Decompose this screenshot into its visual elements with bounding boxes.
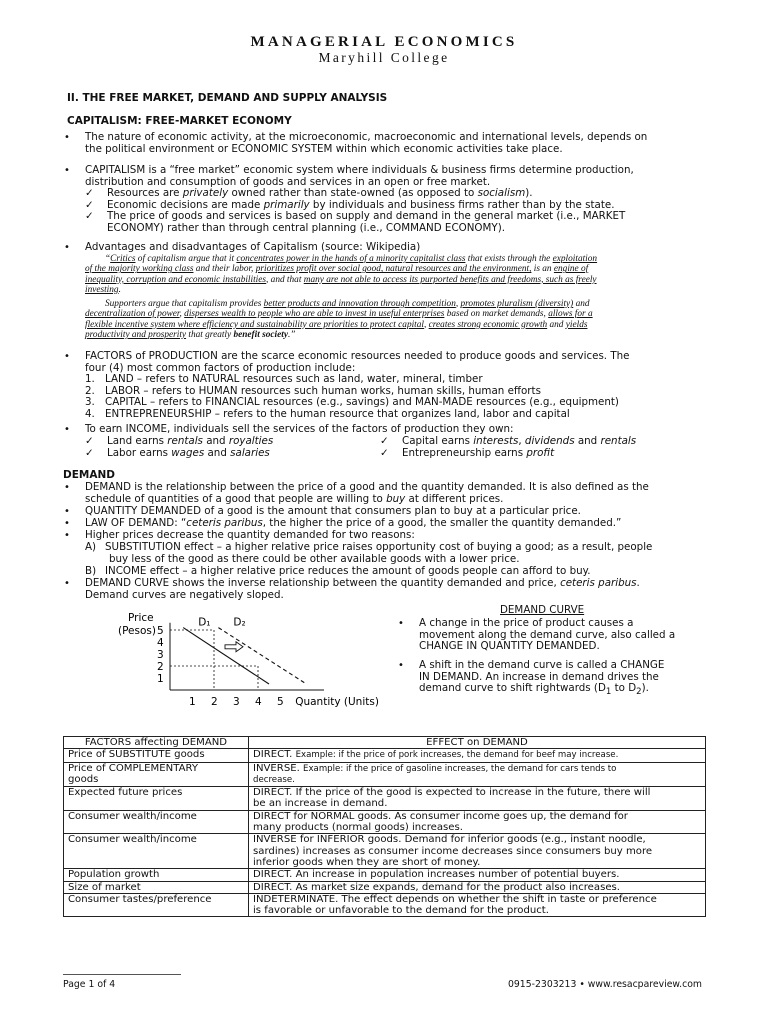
income-land: ✓ Land earns rentals and royalties bbox=[85, 435, 274, 447]
bullet-icon: • bbox=[64, 578, 70, 589]
factor-item: 4. ENTREPRENEURSHIP – refers to the human resource that organizes land, labor and capital bbox=[85, 407, 570, 420]
footer-contact: 0915-2303213 • www.resacpareview.com bbox=[507, 979, 702, 990]
effect-cell: INDETERMINATE. The effect depends on whether the shift in taste or preference is favorable or unfavorable to the demand for the product. bbox=[249, 893, 706, 917]
bullet-icon: • bbox=[64, 242, 70, 253]
x-tick-label: 5 bbox=[277, 696, 284, 708]
y-tick-label: 5 bbox=[157, 625, 164, 637]
column-header: EFFECT on DEMAND bbox=[249, 737, 706, 749]
footer-divider bbox=[63, 974, 181, 975]
movement-along-curve: A change in the price of product causes a movement along the demand curve, also called a CHANGE IN QUANTITY DEMANDED. bbox=[419, 617, 676, 653]
y-tick-label: 4 bbox=[157, 637, 164, 649]
x-tick-label: 3 bbox=[233, 696, 240, 708]
effect-cell: DIRECT. Example: if the price of pork increases, the demand for beef may increase. bbox=[249, 749, 706, 762]
factor-item: 2. LABOR – refers to HUMAN resources such human works, human skills, human efforts bbox=[85, 384, 541, 397]
factor-cell: Price of COMPLEMENTARY goods bbox=[64, 762, 249, 787]
checkmark-icon: ✓ bbox=[85, 435, 94, 447]
factor-item: 3. CAPITAL – refers to FINANCIAL resources (e.g., savings) and MAN-MADE resources (e.g., equipment) bbox=[85, 396, 619, 409]
checkmark-icon: ✓ bbox=[85, 447, 94, 459]
y-tick-label: 1 bbox=[157, 673, 164, 685]
y-axis-label: (Pesos) bbox=[118, 625, 156, 637]
y-tick-label: 3 bbox=[157, 649, 164, 661]
table-row bbox=[64, 893, 706, 917]
factor-cell: Consumer wealth/income bbox=[64, 810, 249, 834]
bullet-icon: • bbox=[64, 424, 70, 435]
bullet-icon: • bbox=[64, 518, 70, 529]
income-effect: B) INCOME effect – a higher relative price reduces the amount of goods people can afford to buy. bbox=[85, 565, 591, 577]
table-header-row bbox=[64, 737, 706, 749]
factor-item: 1. LAND – refers to NATURAL resources such as land, water, mineral, timber bbox=[85, 373, 483, 386]
table-row bbox=[64, 762, 706, 787]
effect-cell: INVERSE. Example: if the price of gasoline increases, the demand for cars tends to decrease. bbox=[249, 762, 706, 787]
checkmark-icon: ✓ bbox=[85, 187, 94, 200]
factor-cell: Expected future prices bbox=[64, 787, 249, 811]
table-row bbox=[64, 749, 706, 762]
effect-cell: DIRECT for NORMAL goods. As consumer income goes up, the demand for many products (normal goods) increases. bbox=[249, 810, 706, 834]
table-row bbox=[64, 834, 706, 869]
factor-cell: Price of SUBSTITUTE goods bbox=[64, 749, 249, 762]
y-axis-label: Price bbox=[128, 612, 154, 624]
x-tick-label: 2 bbox=[211, 696, 218, 708]
factor-cell: Consumer wealth/income bbox=[64, 834, 249, 869]
demand-curve-d2 bbox=[218, 628, 306, 684]
factors-of-production: FACTORS of PRODUCTION are the scarce economic resources needed to produce goods and services. The four (4) most common factors of production include: 1. LAND – refers to NATURAL resources such as land, water, mineral, timber 2. LABOR – refers to HUMAN resources such human works, human skills, human efforts 3. CAPITAL – refers to FINANCIAL resources (e.g., savings) and MAN-MADE resources (e.g., equipment) 4. ENTREPRENEURSHIP – refers to the human resource that organizes land, labor and capital bbox=[85, 350, 630, 420]
bullet-icon: • bbox=[64, 351, 70, 362]
bullet-icon: • bbox=[398, 618, 404, 629]
factor-cell: Consumer tastes/preference bbox=[64, 893, 249, 917]
effect-cell: DIRECT. If the price of the good is expected to increase in the future, there will be an increase in demand. bbox=[249, 787, 706, 811]
y-tick-label: 2 bbox=[157, 661, 164, 673]
effect-cell: DIRECT. As market size expands, demand for the product also increases. bbox=[249, 881, 706, 893]
shift-arrow-icon bbox=[225, 642, 243, 652]
bullet-icon: • bbox=[398, 660, 404, 671]
shift-in-curve: A shift in the demand curve is called a CHANGE IN DEMAND. An increase in demand drives the demand curve to shift rightwards ($D_1$ to $D_2$). bbox=[419, 659, 665, 698]
capitalism-heading: CAPITALISM: FREE-MARKET ECONOMY bbox=[67, 115, 292, 127]
table-row bbox=[64, 881, 706, 893]
income-capital: ✓ Capital earns interests, dividends and rentals bbox=[380, 435, 637, 447]
section-title: II. THE FREE MARKET, DEMAND AND SUPPLY ANALYSIS bbox=[67, 92, 388, 104]
income-entrepreneurship: ✓ Entrepreneurship earns profit bbox=[380, 447, 555, 459]
series-label-d2: D₂ bbox=[233, 616, 246, 629]
law-of-demand: LAW OF DEMAND: “ceteris paribus, the higher the price of a good, the smaller the quantity demanded.” bbox=[85, 517, 622, 529]
bullet-icon: • bbox=[64, 482, 70, 493]
checkmark-icon: ✓ bbox=[85, 210, 94, 223]
page-number: Page 1 of 4 bbox=[63, 979, 116, 990]
factor-cell: Population growth bbox=[64, 869, 249, 881]
x-axis-label: Quantity (Units) bbox=[295, 696, 379, 708]
supporters-quote: Supporters argue that capitalism provides better products and innovation through competition, promotes pluralism (diversity) and decentralization of power, disperses wealth to people who are able to invest in useful enterprises based on market demands, allows for a flexible incentive system where efficiency and sustainability are priorities to protect capital, creates strong economic growth and yields productivity and prosperity that greatly benefit society.” bbox=[85, 299, 593, 340]
table-row bbox=[64, 787, 706, 811]
critics-quote: “Critics of capitalism argue that it concentrates power in the hands of a minority capitalist class that exists through the exploitation of the majority working class and their labor, prioritizes profit over social good, natural resources and the environment, is an engine of inequality, corruption and economic instabilities, and that many are not able to access its purported benefits and freedoms, such as freely investing. bbox=[85, 254, 598, 295]
demand-curve-chart bbox=[110, 608, 390, 710]
checkmark-icon: ✓ bbox=[380, 447, 389, 459]
column-header: FACTORS affecting DEMAND bbox=[64, 737, 249, 749]
quantity-demanded: QUANTITY DEMANDED of a good is the amount that consumers plan to buy at a particular price. bbox=[85, 505, 581, 517]
paragraph-economic-system: The nature of economic activity, at the microeconomic, macroeconomic and international levels, depends on the political environment or ECONOMIC SYSTEM within which economic activities take place. bbox=[85, 131, 648, 155]
table-row bbox=[64, 869, 706, 881]
effect-cell: INVERSE for INFERIOR goods. Demand for inferior goods (e.g., instant noodle, sardines) increases as consumer income decreases since consumers buy more inferior goods when they are short of money. bbox=[249, 834, 706, 869]
substitution-effect: A) SUBSTITUTION effect – a higher relative price raises opportunity cost of buying a good; as a result, people buy less of the good as there could be other available goods with a lower price. bbox=[85, 541, 653, 565]
demand-definition: DEMAND is the relationship between the price of a good and the quantity demanded. It is also defined as the schedule of quantities of a good that people are willing to buy at different prices. bbox=[85, 481, 649, 505]
checkmark-icon: ✓ bbox=[380, 435, 389, 447]
paragraph-capitalism: CAPITALISM is a “free market” economic system where individuals & business firms determine production, distribution and consumption of goods and services in an open or free market. ✓ Resources are privately owned rather than state-owned (as opposed to socialism). ✓ Economic decisions are made primarily by individuals and business firms rather than by the state. ✓ The price of goods and services is based on supply and demand in the general market (i.e., MARKET ECONOMY) rather than through central planning (i.e., COMMAND ECONOMY). bbox=[85, 164, 634, 234]
x-tick-label: 4 bbox=[255, 696, 262, 708]
income-intro: To earn INCOME, individuals sell the services of the factors of production they own: bbox=[85, 423, 514, 435]
bullet-icon: • bbox=[64, 132, 70, 143]
demand-heading: DEMAND bbox=[63, 469, 115, 481]
series-label-d1: D₁ bbox=[198, 616, 211, 629]
bullet-icon: • bbox=[64, 530, 70, 541]
bullet-icon: • bbox=[64, 165, 70, 176]
table-row bbox=[64, 810, 706, 834]
demand-curve-title: DEMAND CURVE bbox=[500, 604, 585, 616]
demand-factors-table bbox=[63, 736, 706, 917]
factor-cell: Size of market bbox=[64, 881, 249, 893]
effect-cell: DIRECT. An increase in population increases number of potential buyers. bbox=[249, 869, 706, 881]
advantages-heading: Advantages and disadvantages of Capitalism (source: Wikipedia) bbox=[85, 241, 421, 253]
demand-curve-definition: DEMAND CURVE shows the inverse relationship between the quantity demanded and price, ceteris paribus. Demand curves are negatively sloped. bbox=[85, 577, 640, 601]
x-tick-label: 1 bbox=[189, 696, 196, 708]
checkmark-icon: ✓ bbox=[85, 198, 94, 211]
document-subtitle: Maryhill College bbox=[318, 50, 450, 65]
bullet-icon: • bbox=[64, 506, 70, 517]
demand-curve-d1 bbox=[183, 628, 269, 684]
income-labor: ✓ Labor earns wages and salaries bbox=[85, 447, 270, 459]
higher-prices: Higher prices decrease the quantity demanded for two reasons: bbox=[85, 529, 415, 541]
document-title: MANAGERIAL ECONOMICS bbox=[250, 34, 518, 50]
